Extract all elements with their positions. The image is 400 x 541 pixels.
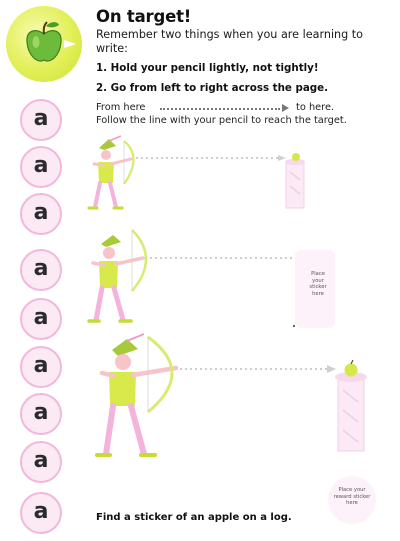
target-log [335, 360, 367, 451]
letter-glyph: a [33, 447, 49, 473]
archer-figure [89, 136, 134, 208]
letter-glyph: a [33, 199, 49, 225]
reward-sticker-text: Place your reward sticker here [333, 487, 371, 507]
letter-glyph: a [33, 255, 49, 281]
letter-glyph: a [33, 152, 49, 178]
sticker-placeholder-text: Place your sticker here [309, 271, 327, 297]
target-log [285, 153, 305, 208]
arrow-tip [327, 365, 336, 373]
letter-glyph: a [33, 352, 49, 378]
letter-glyph: a [33, 105, 49, 131]
from-here-label: From here [96, 102, 146, 113]
letter-glyph: a [33, 304, 49, 330]
rule-two: 2. Go from left to right across the page. [96, 82, 329, 94]
page-title: On target! [96, 7, 192, 26]
arrow-tip [278, 155, 286, 161]
letter-glyph: a [33, 498, 49, 524]
archer-figure [89, 230, 146, 321]
footer-instruction: Find a sticker of an apple on a log. [96, 512, 292, 523]
to-here-label: to here. [296, 102, 335, 113]
intro-text: Remember two things when you are learning to write: [96, 28, 364, 56]
letter-glyph: a [33, 399, 49, 425]
rule-one: 1. Hold your pencil lightly, not tightly! [96, 62, 319, 74]
follow-instruction: Follow the line with your pencil to reach the target. [96, 115, 347, 126]
archer-figure [97, 334, 176, 455]
